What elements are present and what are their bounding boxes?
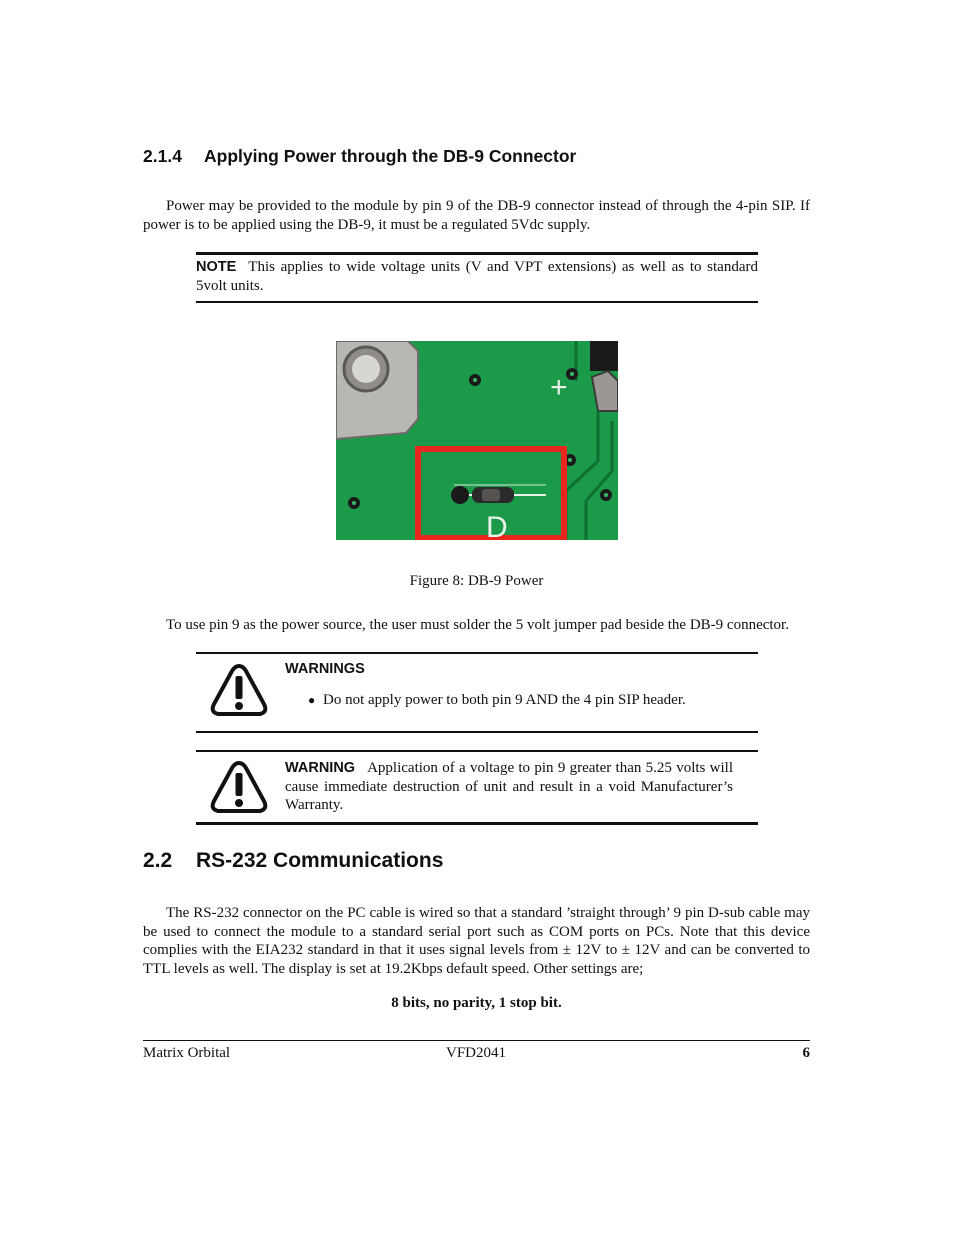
note-box xyxy=(196,258,758,295)
silk-plus: + xyxy=(550,371,568,404)
warnings-list xyxy=(308,692,686,709)
warning-triangle-icon xyxy=(210,759,268,815)
serial-settings: 8 bits, no parity, 1 stop bit. xyxy=(391,995,562,1011)
footer-left: Matrix Orbital xyxy=(143,1045,231,1061)
section-number: 2.2 xyxy=(143,849,173,872)
warning-bottom-rule xyxy=(196,822,758,825)
warnings-top-rule xyxy=(196,652,758,654)
warnings-item: Do not apply power to both pin 9 AND the 4 pin SIP header. xyxy=(323,692,686,708)
warning-box xyxy=(285,759,733,815)
warning-text: Application of a voltage to pin 9 greater than 5.25 volts will cause immediate destruction of unit and result in a void Manufacturer’s Warranty. xyxy=(285,760,733,813)
warnings-bottom-rule xyxy=(196,731,758,733)
section-heading-2-1-4 xyxy=(143,146,576,167)
footer-center: VFD2041 xyxy=(446,1045,507,1061)
section-heading-2-2 xyxy=(143,849,443,873)
rs232-paragraph: The RS-232 connector on the PC cable is wired so that a standard ’straight through’ 9 pin D-sub cable may be used to connect the module to a standard serial port such as COM ports on PCs. Note that this device complies with the EIA232 standard in that it uses signal levels from ± 12V to ± 12V and can be converted to TTL levels as well. The display is set at 19.2Kbps default speed. Other settings are; xyxy=(143,905,810,977)
db9-power-photo xyxy=(336,341,618,540)
warning-triangle-icon xyxy=(210,662,268,718)
footer-rule xyxy=(143,1040,810,1041)
note-label: NOTE xyxy=(196,259,237,275)
warning-label: WARNING xyxy=(285,760,356,776)
note-top-rule xyxy=(196,252,758,255)
pcb-image xyxy=(336,341,618,540)
section-number: 2.1.4 xyxy=(143,146,182,166)
warning-top-rule xyxy=(196,750,758,752)
note-bottom-rule xyxy=(196,301,758,303)
section-title: Applying Power through the DB-9 Connector xyxy=(204,146,577,166)
silk-d: D xyxy=(486,511,508,540)
bullet-icon: ● xyxy=(308,693,316,707)
figure-caption: Figure 8: DB-9 Power xyxy=(409,573,544,589)
warnings-label: WARNINGS xyxy=(285,661,365,677)
jumper-paragraph: To use pin 9 as the power source, the user must solder the 5 volt jumper pad beside the DB-9 connector. xyxy=(166,617,789,633)
section-title: RS-232 Communications xyxy=(196,849,444,872)
power-paragraph: Power may be provided to the module by pin 9 of the DB-9 connector instead of through the 4-pin SIP. If power is to be applied using the DB-9, it must be a regulated 5Vdc supply. xyxy=(143,198,810,233)
page-number: 6 xyxy=(802,1045,810,1061)
note-text: This applies to wide voltage units (V and VPT extensions) as well as to standard 5volt units. xyxy=(196,259,758,294)
